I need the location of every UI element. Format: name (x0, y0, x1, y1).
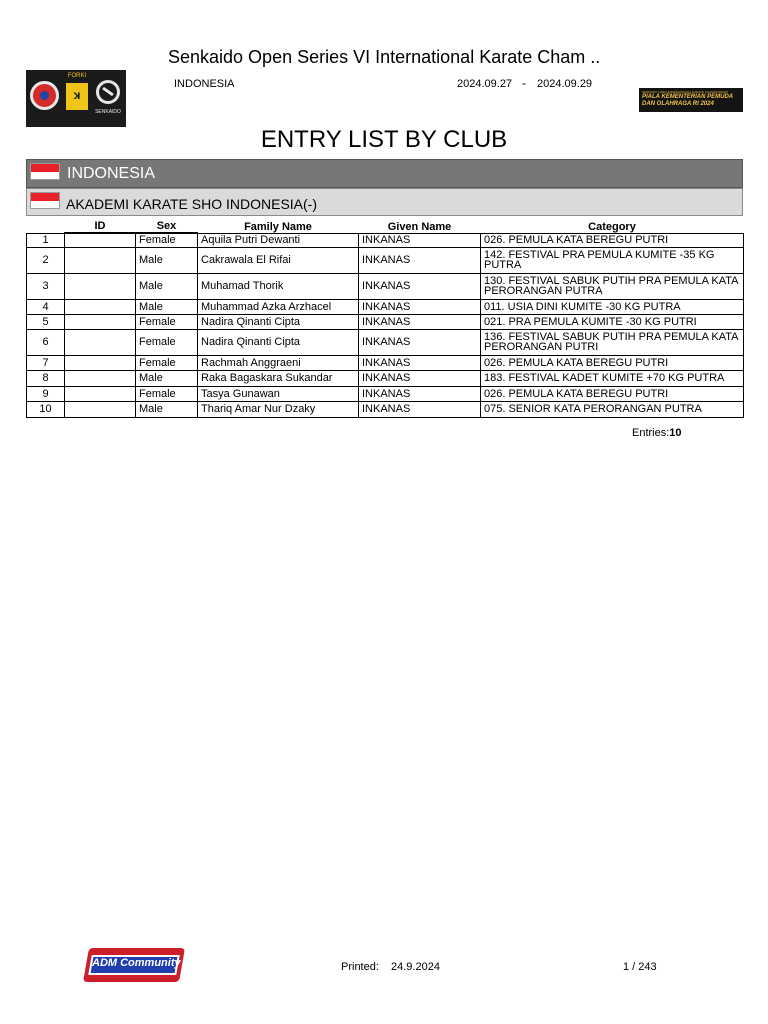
page-number: 1 / 243 (623, 961, 657, 973)
given-name: INKANAS (359, 273, 481, 299)
senkaido-logo (96, 80, 120, 104)
family-name: Raka Bagaskara Sukandar (198, 370, 359, 386)
table-row (27, 386, 744, 401)
date-separator: - (522, 76, 526, 90)
row-number: 2 (27, 247, 65, 273)
athlete-id (65, 314, 136, 329)
forki-logo: ꓘ (66, 83, 88, 110)
row-number: 10 (27, 401, 65, 417)
family-name: Muhammad Azka Arzhacel (198, 299, 359, 314)
row-number: 8 (27, 370, 65, 386)
athlete-id (65, 233, 136, 247)
indonesia-flag-icon (30, 192, 60, 209)
printed-label: Printed: (341, 961, 379, 973)
category: 011. USIA DINI KUMITE -30 KG PUTRA (481, 299, 744, 314)
athlete-id (65, 299, 136, 314)
given-name: INKANAS (359, 386, 481, 401)
club-name: AKADEMI KARATE SHO INDONESIA(-) (66, 196, 317, 212)
column-header-category: Category (588, 220, 636, 233)
athlete-sex: Male (136, 273, 198, 299)
given-name: INKANAS (359, 401, 481, 417)
athlete-id (65, 329, 136, 355)
category: 021. PRA PEMULA KUMITE -30 KG PUTRI (481, 314, 744, 329)
country-section-header (26, 159, 743, 188)
athlete-sex: Male (136, 247, 198, 273)
family-name: Nadira Qinanti Cipta (198, 314, 359, 329)
adm-community-label: ADM Community (92, 957, 181, 969)
row-number: 6 (27, 329, 65, 355)
category: 026. PEMULA KATA BEREGU PUTRI (481, 386, 744, 401)
family-name: Tasya Gunawan (198, 386, 359, 401)
row-number: 4 (27, 299, 65, 314)
athlete-sex: Female (136, 314, 198, 329)
category: 136. FESTIVAL SABUK PUTIH PRA PEMULA KATA PERORANGAN PUTRI (481, 329, 744, 355)
tournament-title: Senkaido Open Series VI International Karate Cham .. (168, 47, 601, 67)
athlete-id (65, 247, 136, 273)
end-date: 2024.09.29 (537, 78, 593, 90)
table-header-row (27, 216, 744, 233)
category: 142. FESTIVAL PRA PEMULA KUMITE -35 KG PUTRA (481, 247, 744, 273)
indonesia-flag-icon (30, 163, 60, 180)
given-name: INKANAS (359, 233, 481, 247)
category: 130. FESTIVAL SABUK PUTIH PRA PEMULA KATA PERORANGAN PUTRA (481, 273, 744, 299)
flag-white-stripe (31, 172, 59, 180)
banner-line-2: DAN OLAHRAGA RI 2024 (642, 101, 714, 107)
flag-red-stripe (31, 193, 59, 201)
table-row (27, 233, 744, 247)
athlete-sex: Male (136, 299, 198, 314)
athlete-sex: Female (136, 386, 198, 401)
printed-date: 24.9.2024 (391, 961, 440, 973)
family-name: Aquila Putri Dewanti (198, 233, 359, 247)
club-section-header (26, 188, 743, 216)
athlete-id (65, 401, 136, 417)
family-name: Nadira Qinanti Cipta (198, 329, 359, 355)
row-number: 7 (27, 355, 65, 370)
adm-community-logo (84, 946, 186, 986)
family-name: Cakrawala El Rifai (198, 247, 359, 273)
start-date: 2024.09.27 (457, 78, 513, 90)
host-country: INDONESIA (174, 78, 235, 90)
country-name: INDONESIA (67, 165, 156, 182)
kemenpora-logo (30, 81, 59, 110)
table-row (27, 370, 744, 386)
athlete-sex: Male (136, 401, 198, 417)
column-header-family-name: Family Name (244, 220, 312, 233)
column-header-no (27, 216, 65, 233)
family-name: Thariq Amar Nur Dzaky (198, 401, 359, 417)
given-name: INKANAS (359, 299, 481, 314)
given-name: INKANAS (359, 355, 481, 370)
table-row (27, 314, 744, 329)
flag-white-stripe (31, 201, 59, 209)
athlete-sex: Male (136, 370, 198, 386)
family-name: Muhamad Thorik (198, 273, 359, 299)
category: 026. PEMULA KATA BEREGU PUTRI (481, 233, 744, 247)
table-row (27, 247, 744, 273)
given-name: INKANAS (359, 370, 481, 386)
row-number: 9 (27, 386, 65, 401)
column-header-sex: Sex (136, 216, 198, 233)
athlete-id (65, 355, 136, 370)
category: 183. FESTIVAL KADET KUMITE +70 KG PUTRA (481, 370, 744, 386)
entries-value: 10 (669, 427, 682, 439)
given-name: INKANAS (359, 247, 481, 273)
given-name: INKANAS (359, 329, 481, 355)
category: 026. PEMULA KATA BEREGU PUTRI (481, 355, 744, 370)
row-number: 1 (27, 233, 65, 247)
athlete-sex: Female (136, 329, 198, 355)
row-number: 5 (27, 314, 65, 329)
table-row (27, 355, 744, 370)
given-name: INKANAS (359, 314, 481, 329)
table-row (27, 299, 744, 314)
senkaido-logo-label: SENKAIDO (95, 109, 121, 115)
column-header-id: ID (65, 216, 136, 233)
entries-count (632, 427, 682, 439)
table-row (27, 401, 744, 417)
banner-subtitle: SENKAIDO OPEN INTERNATIONAL KARATE CHAMPIONSHIP (642, 90, 728, 94)
table-row (27, 329, 744, 355)
organizer-logos (26, 70, 126, 127)
entries-label: Entries: (632, 427, 670, 439)
athlete-sex: Female (136, 233, 198, 247)
family-name: Rachmah Anggraeni (198, 355, 359, 370)
athlete-id (65, 370, 136, 386)
banner-line-1: PIALA KEMENTERIAN PEMUDA (642, 94, 734, 100)
forki-logo-label: FORKI (67, 73, 87, 79)
row-number: 3 (27, 273, 65, 299)
column-header-given-name: Given Name (387, 220, 452, 233)
category: 075. SENIOR KATA PERORANGAN PUTRA (481, 401, 744, 417)
entry-table (26, 216, 744, 418)
page-title: ENTRY LIST BY CLUB (260, 126, 508, 153)
table-row (27, 273, 744, 299)
athlete-sex: Female (136, 355, 198, 370)
flag-red-stripe (31, 164, 59, 172)
athlete-id (65, 386, 136, 401)
athlete-id (65, 273, 136, 299)
cup-banner (639, 88, 743, 112)
